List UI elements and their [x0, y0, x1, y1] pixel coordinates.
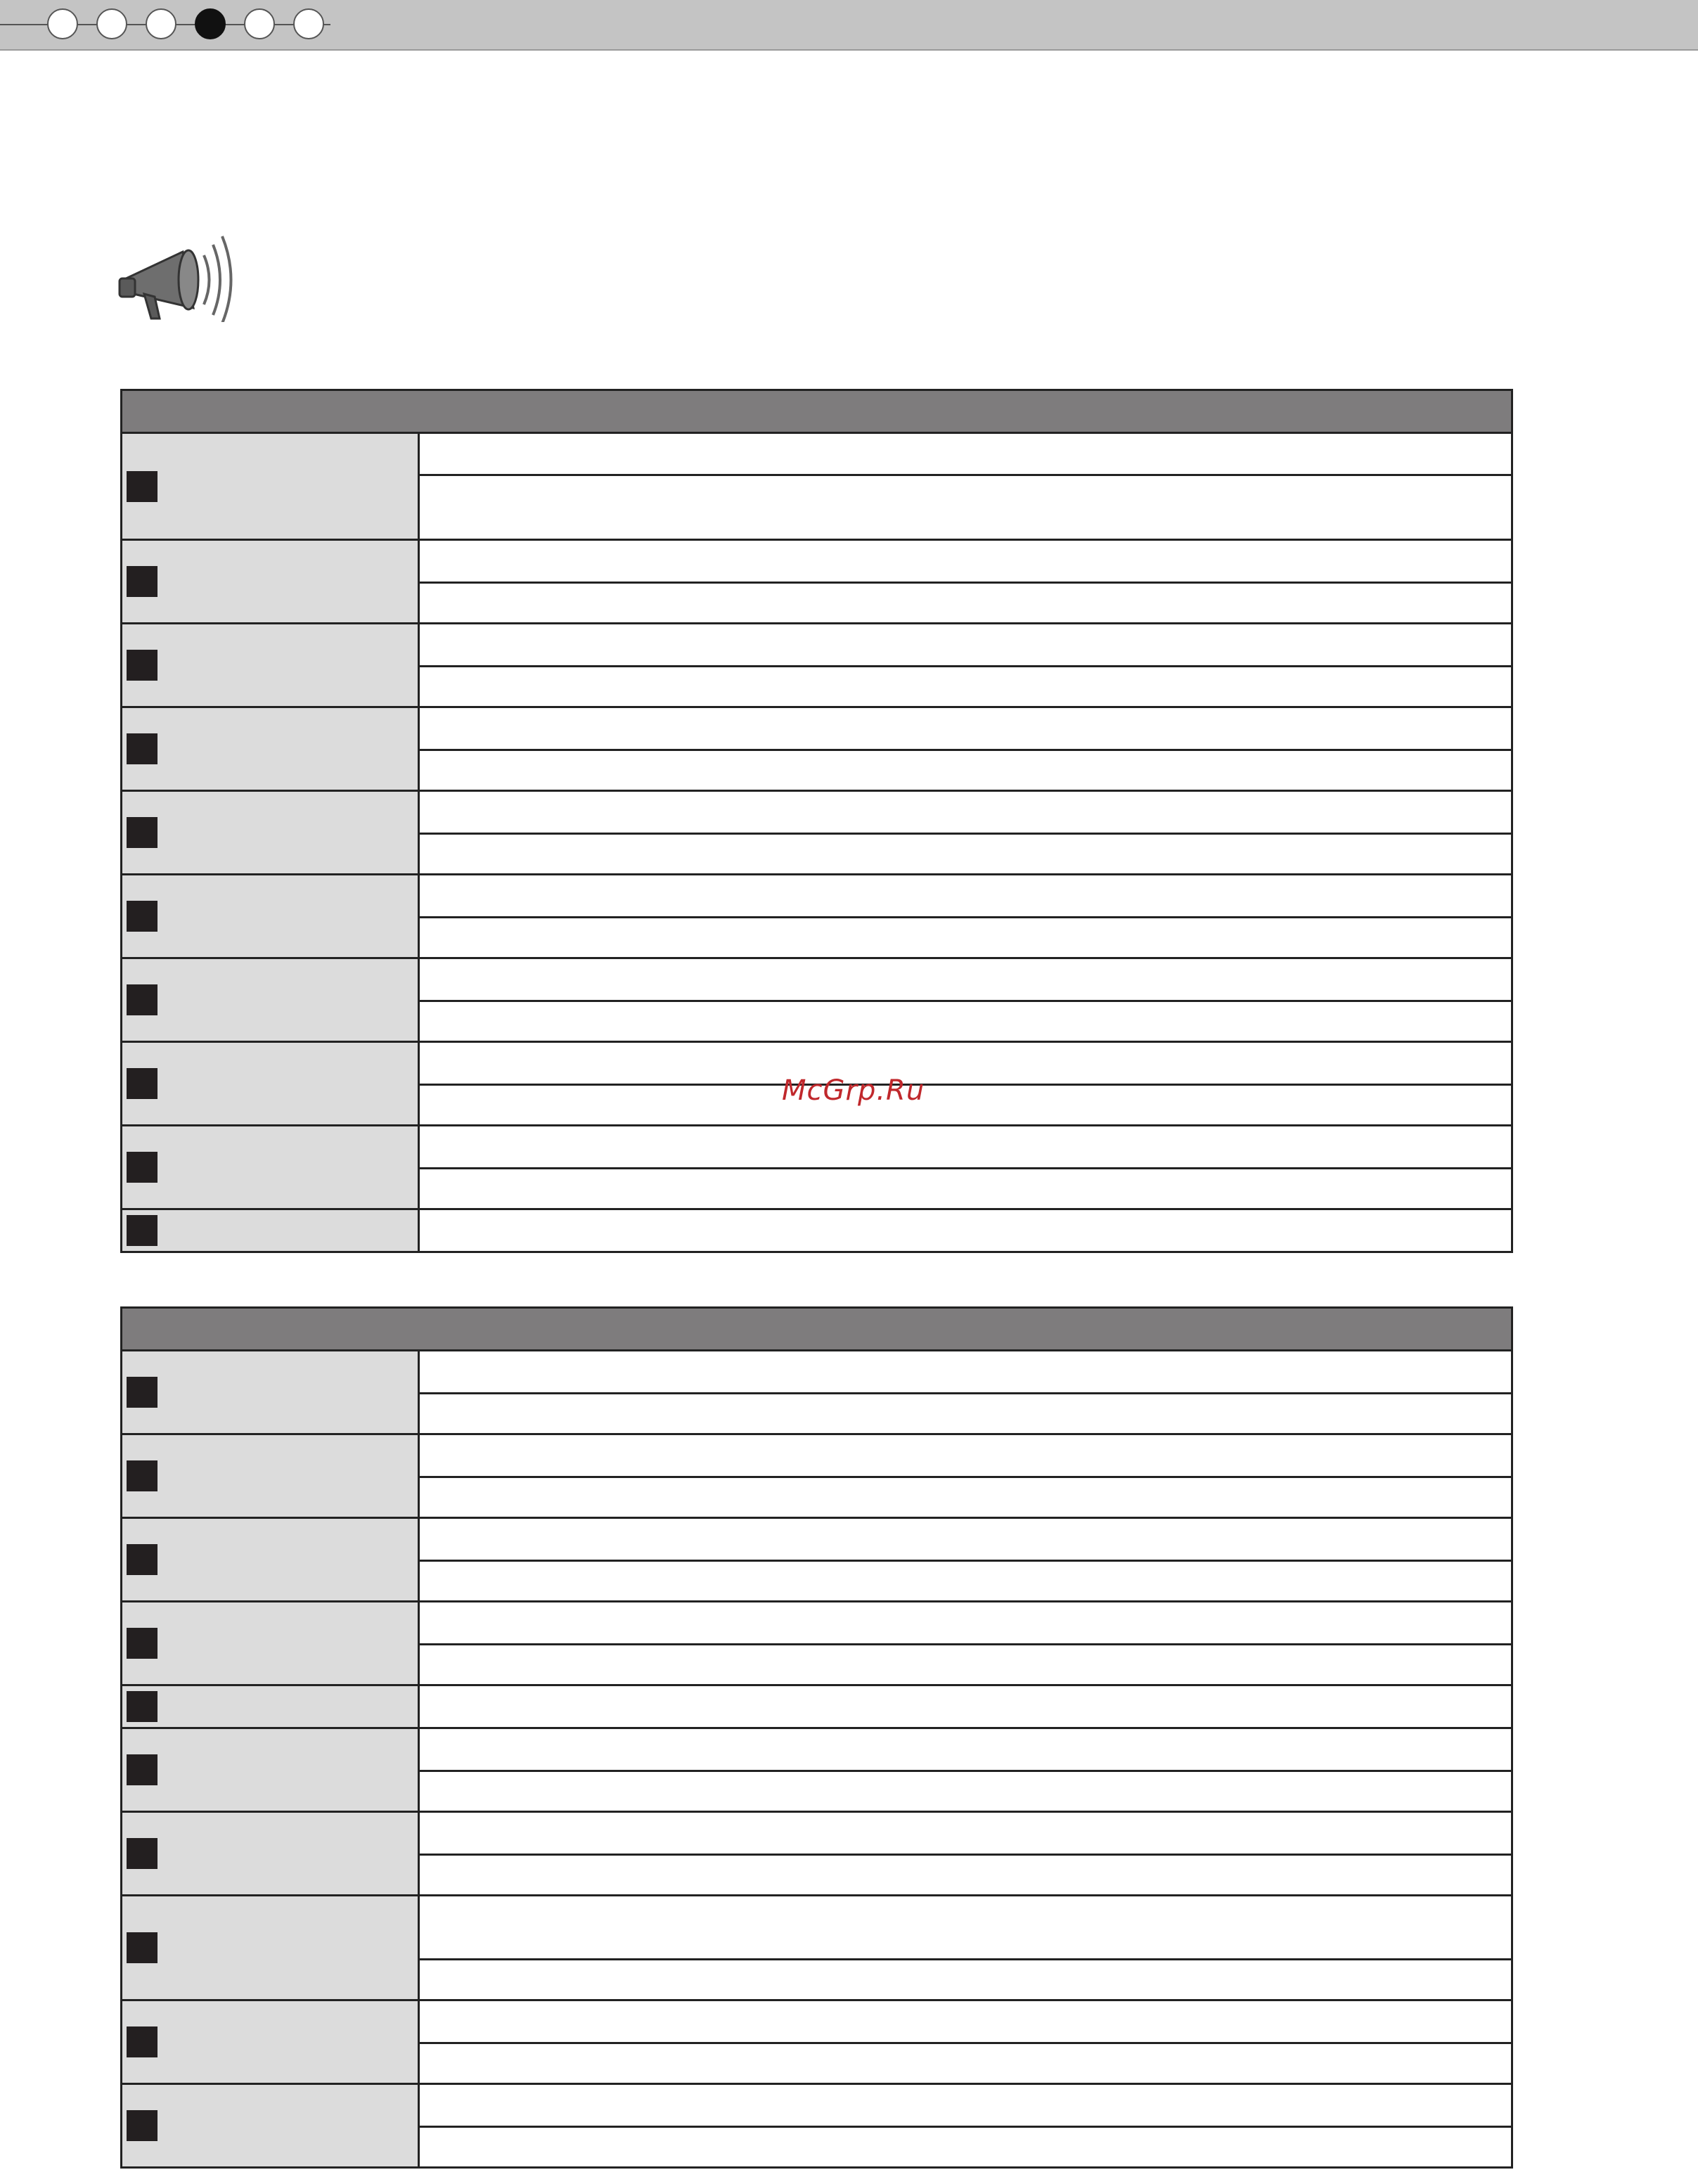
- value-row: [420, 2001, 1511, 2042]
- value-column: [420, 541, 1511, 622]
- value-column: [420, 1896, 1511, 1999]
- row-marker-square: [127, 1838, 157, 1869]
- value-column: [420, 1519, 1511, 1600]
- row-label-cell: [122, 1602, 420, 1684]
- value-row: [420, 582, 1511, 622]
- value-column: [420, 2001, 1511, 2083]
- table-group: [122, 1351, 1511, 1433]
- row-label-cell: [122, 792, 420, 873]
- table-header: [122, 1309, 1511, 1351]
- chapter-dot-4-current[interactable]: [195, 8, 226, 39]
- table-group: [122, 1433, 1511, 1517]
- row-label-cell: [122, 2001, 420, 2083]
- table-group: [122, 1999, 1511, 2083]
- row-label-cell: [122, 1351, 420, 1433]
- row-label-cell: [122, 434, 420, 539]
- value-column: [420, 1435, 1511, 1517]
- value-row: [420, 2126, 1511, 2166]
- table-group: [122, 1208, 1511, 1251]
- value-row: [420, 1643, 1511, 1684]
- value-row: [420, 1167, 1511, 1208]
- row-label-cell: [122, 1686, 420, 1727]
- chapter-dot-5[interactable]: [244, 8, 275, 39]
- value-column: [420, 1729, 1511, 1811]
- value-column: [420, 1351, 1511, 1433]
- chapter-bar: [0, 0, 1698, 51]
- watermark: McGrp.Ru: [782, 1074, 925, 1107]
- row-marker-square: [127, 1754, 157, 1785]
- value-row: [420, 1686, 1511, 1727]
- value-column: [420, 1043, 1511, 1124]
- value-row: [420, 1476, 1511, 1517]
- value-row: [420, 1126, 1511, 1167]
- value-row: [420, 1729, 1511, 1770]
- value-row: [420, 1000, 1511, 1041]
- value-row: [420, 1958, 1511, 1999]
- value-row: [420, 1392, 1511, 1433]
- value-row: [420, 833, 1511, 873]
- table-group: [122, 434, 1511, 539]
- chapter-dot-1[interactable]: [47, 8, 78, 39]
- value-row: [420, 1560, 1511, 1600]
- row-marker-square: [127, 1068, 157, 1099]
- table-group: [122, 2083, 1511, 2166]
- value-column: [420, 959, 1511, 1041]
- table-group: [122, 706, 1511, 790]
- row-marker-square: [127, 2026, 157, 2057]
- value-column: [420, 434, 1511, 539]
- row-label-cell: [122, 875, 420, 957]
- value-column: [420, 1602, 1511, 1684]
- table-group: [122, 1517, 1511, 1600]
- table-body: [122, 1351, 1511, 2166]
- row-label-cell: [122, 2085, 420, 2166]
- table-group: [122, 1124, 1511, 1208]
- table-group: [122, 957, 1511, 1041]
- row-marker-square: [127, 733, 157, 764]
- value-row: [420, 1519, 1511, 1560]
- row-marker-square: [127, 1215, 157, 1246]
- row-label-cell: [122, 1813, 420, 1894]
- chapter-dot-6[interactable]: [293, 8, 324, 39]
- value-row: [420, 624, 1511, 665]
- value-row: [420, 541, 1511, 582]
- value-row: [420, 474, 1511, 539]
- chapter-dot-3[interactable]: [146, 8, 176, 39]
- row-marker-square: [127, 1544, 157, 1575]
- value-column: [420, 875, 1511, 957]
- row-marker-square: [127, 1932, 157, 1963]
- value-row: [420, 1435, 1511, 1476]
- row-label-cell: [122, 541, 420, 622]
- value-row: [420, 1813, 1511, 1854]
- value-column: [420, 2085, 1511, 2166]
- value-row: [420, 1602, 1511, 1643]
- table-group: [122, 622, 1511, 706]
- table-group: [122, 790, 1511, 873]
- value-row: [420, 1210, 1511, 1251]
- value-row: [420, 708, 1511, 749]
- row-label-cell: [122, 1729, 420, 1811]
- table-header: [122, 391, 1511, 434]
- value-row: [420, 1043, 1511, 1084]
- row-label-cell: [122, 1896, 420, 1999]
- row-marker-square: [127, 1377, 157, 1408]
- table-group: [122, 1600, 1511, 1684]
- value-column: [420, 1813, 1511, 1894]
- value-row: [420, 792, 1511, 833]
- table-group: [122, 1684, 1511, 1727]
- row-label-cell: [122, 708, 420, 790]
- value-column: [420, 1210, 1511, 1251]
- table-group: [122, 539, 1511, 622]
- value-row: [420, 1896, 1511, 1958]
- value-row: [420, 434, 1511, 474]
- value-column: [420, 708, 1511, 790]
- row-marker-square: [127, 901, 157, 932]
- row-label-cell: [122, 624, 420, 706]
- table-body: [122, 434, 1511, 1251]
- chapter-dot-2[interactable]: [96, 8, 127, 39]
- spec-table-1: [120, 389, 1513, 1253]
- row-label-cell: [122, 959, 420, 1041]
- table-group: [122, 1811, 1511, 1894]
- value-row: [420, 1770, 1511, 1811]
- value-row: [420, 2042, 1511, 2083]
- row-label-cell: [122, 1043, 420, 1124]
- row-marker-square: [127, 2110, 157, 2141]
- row-label-cell: [122, 1210, 420, 1251]
- value-row: [420, 916, 1511, 957]
- value-column: [420, 792, 1511, 873]
- value-row: [420, 1854, 1511, 1894]
- value-column: [420, 1126, 1511, 1208]
- spec-table-2: [120, 1306, 1513, 2169]
- row-marker-square: [127, 1628, 157, 1659]
- row-label-cell: [122, 1519, 420, 1600]
- row-marker-square: [127, 650, 157, 681]
- row-label-cell: [122, 1435, 420, 1517]
- row-marker-square: [127, 471, 157, 502]
- row-marker-square: [127, 817, 157, 848]
- megaphone-icon: [116, 224, 236, 322]
- value-row: [420, 875, 1511, 916]
- table-group: [122, 1894, 1511, 1999]
- row-marker-square: [127, 1691, 157, 1722]
- row-marker-square: [127, 1152, 157, 1183]
- row-marker-square: [127, 1460, 157, 1491]
- value-row: [420, 2085, 1511, 2126]
- row-label-cell: [122, 1126, 420, 1208]
- row-marker-square: [127, 566, 157, 597]
- value-row: [420, 665, 1511, 706]
- value-row: [420, 959, 1511, 1000]
- table-group: [122, 873, 1511, 957]
- value-row: [420, 1351, 1511, 1392]
- row-marker-square: [127, 984, 157, 1015]
- value-column: [420, 1686, 1511, 1727]
- value-row: [420, 1084, 1511, 1124]
- table-group: [122, 1727, 1511, 1811]
- value-column: [420, 624, 1511, 706]
- value-row: [420, 749, 1511, 790]
